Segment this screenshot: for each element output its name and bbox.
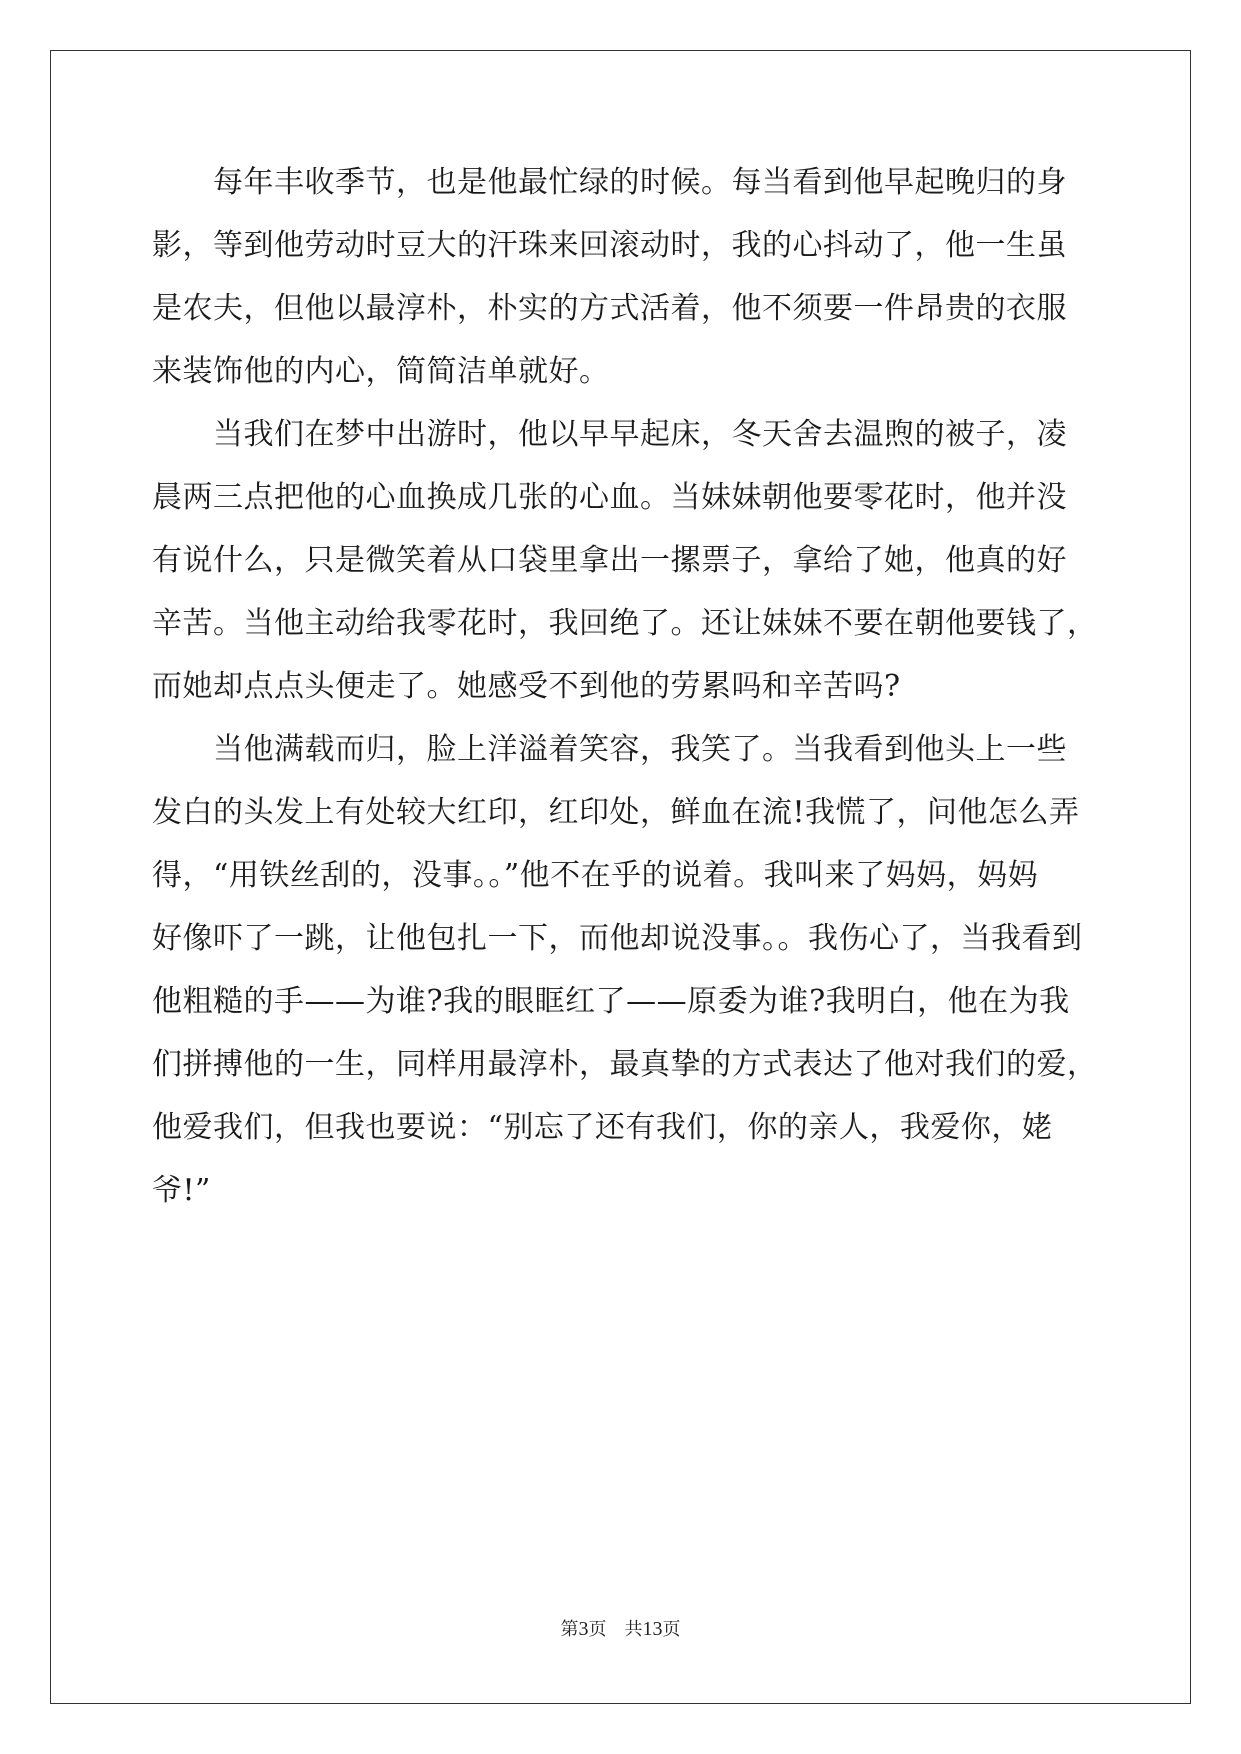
text-line: 发白的头发上有处较大红印，红印处，鲜血在流!我慌了，问他怎么弄: [152, 795, 1080, 830]
text-line: 来装饰他的内心，简简洁单就好。: [152, 354, 610, 389]
text-line: 当我们在梦中出游时，他以早早起床，冬天舍去温煦的被子，凌: [152, 417, 1067, 452]
text-line: 他爱我们，但我也要说：“别忘了还有我们，你的亲人，我爱你，姥: [152, 1110, 1053, 1145]
text-line: 而她却点点头便走了。她感受不到他的劳累吗和辛苦吗?: [152, 669, 901, 704]
page-footer: [0, 1617, 1241, 1642]
page-prefix: 第: [560, 1619, 579, 1640]
total-pages: 13: [642, 1618, 663, 1640]
text-line: 是农夫，但他以最淳朴，朴实的方式活着，他不须要一件昂贵的衣服: [152, 291, 1067, 326]
text-line: 爷!”: [152, 1173, 211, 1208]
text-line: 晨两三点把他的心血换成几张的心血。当妹妹朝他要零花时，他并没: [152, 480, 1067, 515]
text-line: 有说什么，只是微笑着从口袋里拿出一摞票子，拿给了她，他真的好: [152, 543, 1067, 578]
text-line: 每年丰收季节，也是他最忙绿的时候。每当看到他早起晚归的身: [152, 165, 1067, 200]
text-line: 得，“用铁丝刮的，没事。。”他不在乎的说着。我叫来了妈妈，妈妈: [152, 858, 1039, 893]
text-line: 影，等到他劳动时豆大的汗珠来回滚动时，我的心抖动了，他一生虽: [152, 228, 1067, 263]
text-line: 好像吓了一跳，让他包扎一下，而他却说没事。。我伤心了，当我看到: [152, 921, 1083, 956]
page-number: 3: [578, 1618, 589, 1640]
text-line: 他粗糙的手——为谁?我的眼眶红了——原委为谁?我明白，他在为我: [152, 984, 1070, 1019]
total-suffix: 页: [662, 1619, 681, 1640]
text-line: 们拼搏他的一生，同样用最淳朴，最真挚的方式表达了他对我们的爱，: [152, 1047, 1098, 1082]
text-line: 当他满载而归，脸上洋溢着笑容，我笑了。当我看到他头上一些: [152, 732, 1067, 767]
text-line: 辛苦。当他主动给我零花时，我回绝了。还让妹妹不要在朝他要钱了，: [152, 606, 1098, 641]
total-prefix: 共: [624, 1619, 643, 1640]
page-suffix: 页: [588, 1619, 607, 1640]
